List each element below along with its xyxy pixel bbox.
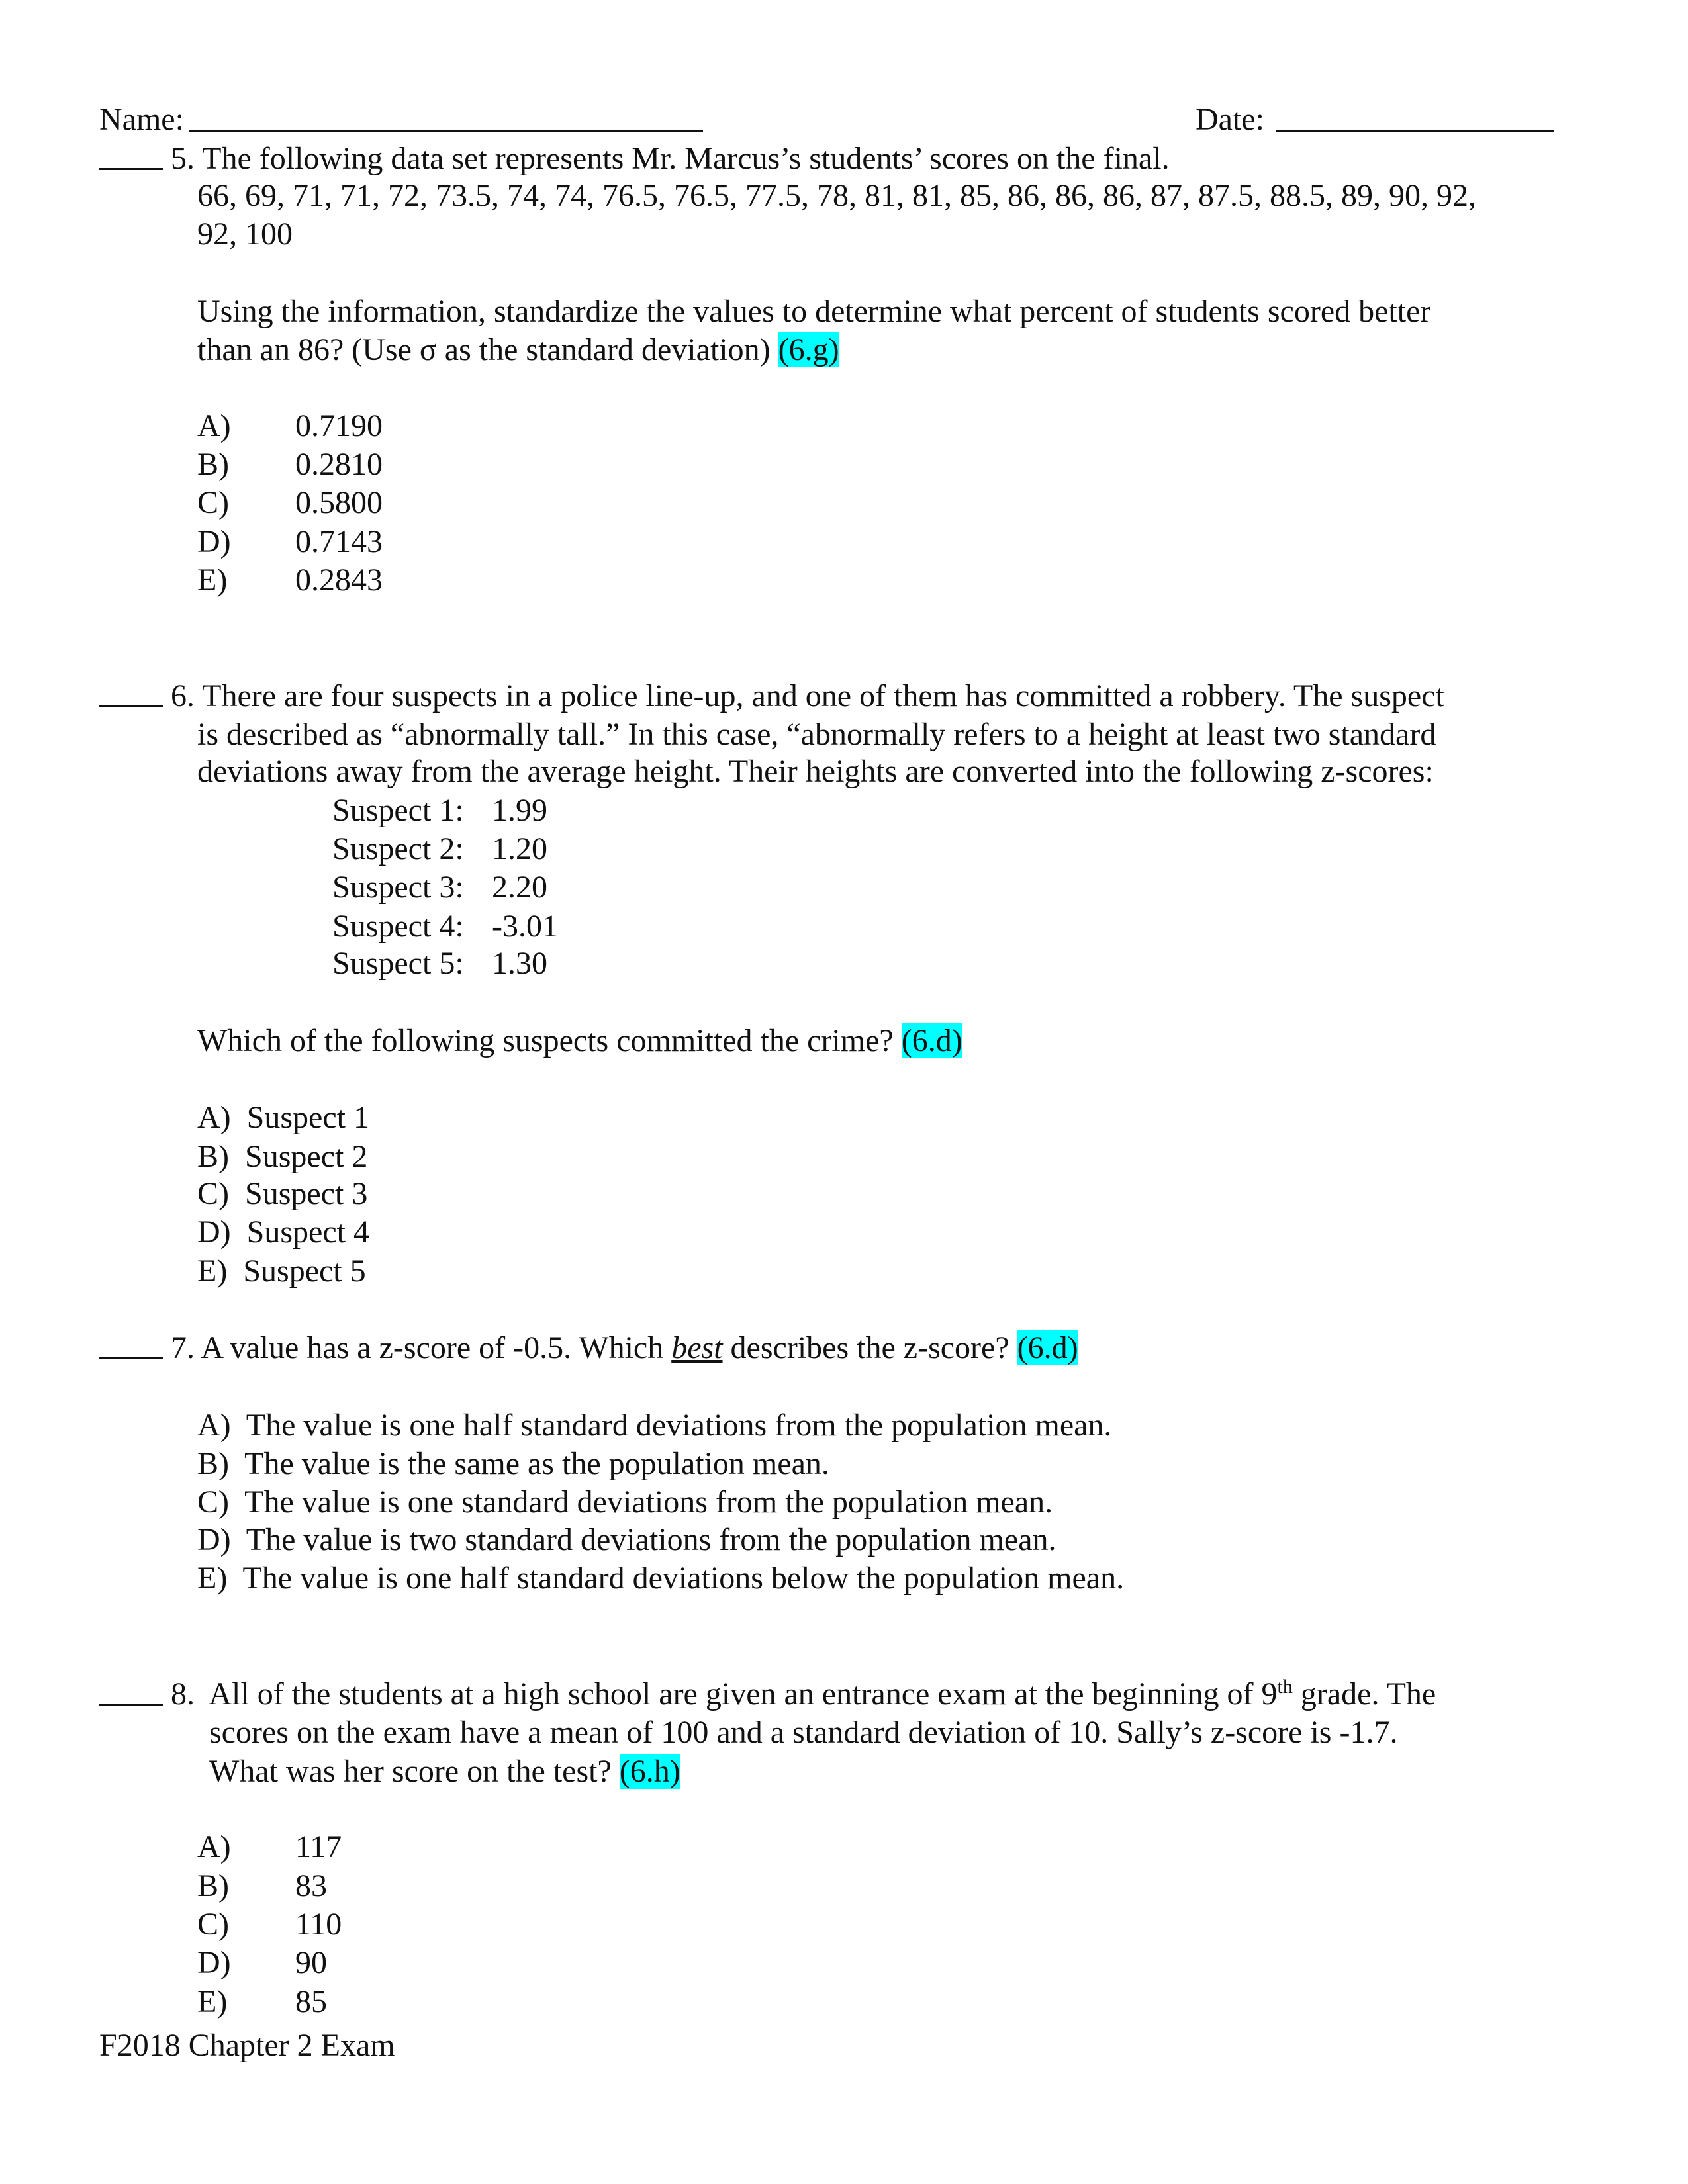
q6-line-3: deviations away from the average height. Their heights are converted into the following z-scores:	[197, 754, 1434, 789]
option-letter: E)	[197, 1561, 228, 1596]
q5-prompt-line-1: Using the information, standardize the values to determine what percent of students scored better	[197, 294, 1431, 329]
prompt-text: Which of the following suspects committed the crime?	[197, 1023, 894, 1058]
option-d[interactable]	[197, 522, 383, 562]
option-e[interactable]	[197, 1982, 327, 2022]
option-letter: A)	[197, 408, 231, 443]
stem-text: grade. The	[1300, 1676, 1436, 1711]
standard-tag: (6.h)	[619, 1754, 680, 1789]
q8-line-3	[209, 1752, 680, 1792]
ordinal-suffix: th	[1277, 1676, 1293, 1698]
standard-tag: (6.d)	[901, 1023, 962, 1058]
option-a[interactable]	[197, 1827, 342, 1867]
q5-data-line-1: 66, 69, 71, 71, 72, 73.5, 74, 74, 76.5, 76.5, 77.5, 78, 81, 81, 85, 86, 86, 86, 87, 87.5, 88.5, 89, 90, 92,	[197, 178, 1476, 213]
option-text: The value is two standard deviations from the population mean.	[246, 1522, 1056, 1557]
option-letter: C)	[197, 1484, 229, 1520]
stem-text: A value has a z-score of -0.5. Which	[201, 1330, 664, 1365]
option-letter: B)	[197, 1868, 229, 1903]
suspect-2	[332, 829, 547, 869]
option-text: Suspect 4	[246, 1214, 369, 1250]
option-b[interactable]	[197, 1444, 829, 1484]
option-text: 0.5800	[295, 485, 383, 520]
question-number: 8.	[171, 1676, 195, 1711]
option-letter: A)	[197, 1100, 231, 1135]
option-text: 0.7143	[295, 524, 383, 559]
answer-blank-6[interactable]	[99, 676, 163, 707]
question-number: 7.	[171, 1330, 195, 1365]
option-text: Suspect 5	[243, 1253, 366, 1289]
option-letter: C)	[197, 485, 229, 520]
suspect-label: Suspect 3:	[332, 870, 464, 905]
question-7-stem	[99, 1328, 1078, 1368]
option-letter: A)	[197, 1408, 231, 1443]
option-letter: D)	[197, 1214, 231, 1250]
option-c[interactable]	[197, 1482, 1053, 1522]
option-text: 110	[295, 1907, 342, 1942]
prompt-text: than an 86? (Use σ as the standard deviation)	[197, 332, 771, 367]
option-text: The value is one standard deviations from the population mean.	[244, 1484, 1053, 1520]
option-letter: E)	[197, 563, 228, 598]
option-letter: D)	[197, 1945, 231, 1980]
name-field[interactable]	[189, 130, 703, 132]
option-text: Suspect 2	[245, 1139, 368, 1174]
suspect-5	[332, 944, 547, 983]
answer-blank-7[interactable]	[99, 1328, 163, 1359]
option-a[interactable]	[197, 1406, 1111, 1445]
option-a[interactable]	[197, 1098, 369, 1138]
option-d[interactable]	[197, 1212, 369, 1252]
q6-prompt	[197, 1021, 962, 1061]
option-text: Suspect 1	[246, 1100, 369, 1135]
suspect-4	[332, 907, 558, 946]
option-c[interactable]	[197, 483, 383, 523]
option-text: The value is one half standard deviations from the population mean.	[246, 1408, 1112, 1443]
answer-blank-5[interactable]	[99, 139, 163, 170]
option-e[interactable]	[197, 1251, 366, 1291]
question-number: 6.	[171, 678, 195, 713]
option-letter: A)	[197, 1829, 231, 1864]
stem-text: There are four suspects in a police line-up, and one of them has committed a robbery. The suspect	[202, 678, 1444, 713]
option-b[interactable]	[197, 445, 383, 484]
question-6-stem	[99, 676, 1444, 716]
q5-data-line-2: 92, 100	[197, 216, 293, 251]
stem-text: All of the students at a high school are given an entrance exam at the beginning of 9	[209, 1676, 1278, 1711]
option-text: 117	[295, 1829, 342, 1864]
z-score: 1.30	[492, 946, 547, 981]
option-e[interactable]	[197, 1559, 1124, 1598]
stem-text: describes the z-score?	[730, 1330, 1009, 1365]
option-d[interactable]	[197, 1520, 1056, 1560]
stem-text: The following data set represents Mr. Marcus’s students’ scores on the final.	[202, 141, 1170, 176]
option-c[interactable]	[197, 1174, 367, 1214]
suspect-1	[332, 791, 547, 831]
option-letter: C)	[197, 1176, 229, 1211]
option-text: The value is the same as the population mean.	[244, 1446, 829, 1481]
option-text: 0.2810	[295, 447, 383, 482]
question-8-stem	[99, 1674, 1436, 1714]
z-score: 2.20	[492, 870, 547, 905]
option-b[interactable]	[197, 1137, 367, 1177]
suspect-label: Suspect 1:	[332, 793, 464, 828]
option-text: 0.2843	[295, 563, 383, 598]
name-label: Name:	[99, 102, 184, 137]
option-letter: B)	[197, 1446, 229, 1481]
option-c[interactable]	[197, 1905, 342, 1944]
option-a[interactable]	[197, 406, 383, 446]
option-d[interactable]	[197, 1943, 327, 1983]
option-letter: D)	[197, 524, 231, 559]
z-score: 1.20	[492, 831, 547, 866]
option-letter: D)	[197, 1522, 231, 1557]
date-label: Date:	[1196, 102, 1264, 137]
question-5-stem	[99, 139, 1170, 179]
z-score: -3.01	[492, 909, 558, 944]
suspect-label: Suspect 2:	[332, 831, 464, 866]
q8-line-2: scores on the exam have a mean of 100 and a standard deviation of 10. Sally’s z-score is -1.7.	[209, 1715, 1398, 1750]
question-number: 5.	[171, 141, 195, 176]
standard-tag: (6.d)	[1017, 1330, 1078, 1365]
option-letter: B)	[197, 447, 229, 482]
option-text: 85	[295, 1984, 327, 2019]
option-letter: E)	[197, 1984, 228, 2019]
suspect-label: Suspect 4:	[332, 909, 464, 944]
option-letter: C)	[197, 1907, 229, 1942]
option-text: 90	[295, 1945, 327, 1980]
option-text: Suspect 3	[245, 1176, 368, 1211]
option-text: 83	[295, 1868, 327, 1903]
standard-tag: (6.g)	[778, 332, 839, 367]
option-text: 0.7190	[295, 408, 383, 443]
emphasis-text: best	[671, 1330, 723, 1365]
option-letter: E)	[197, 1253, 228, 1289]
option-text: The value is one half standard deviations below the population mean.	[242, 1561, 1125, 1596]
footer-title: F2018 Chapter 2 Exam	[99, 2028, 395, 2063]
prompt-text: What was her score on the test?	[209, 1754, 612, 1789]
z-score: 1.99	[492, 793, 547, 828]
date-field[interactable]	[1276, 130, 1554, 132]
suspect-3	[332, 868, 547, 907]
q5-prompt-line-2	[197, 330, 839, 370]
q6-line-2: is described as “abnormally tall.” In this case, “abnormally refers to a height at least two standard	[197, 717, 1436, 752]
option-b[interactable]	[197, 1866, 327, 1906]
option-e[interactable]	[197, 561, 383, 600]
suspect-label: Suspect 5:	[332, 946, 464, 981]
answer-blank-8[interactable]	[99, 1674, 163, 1706]
option-letter: B)	[197, 1139, 229, 1174]
